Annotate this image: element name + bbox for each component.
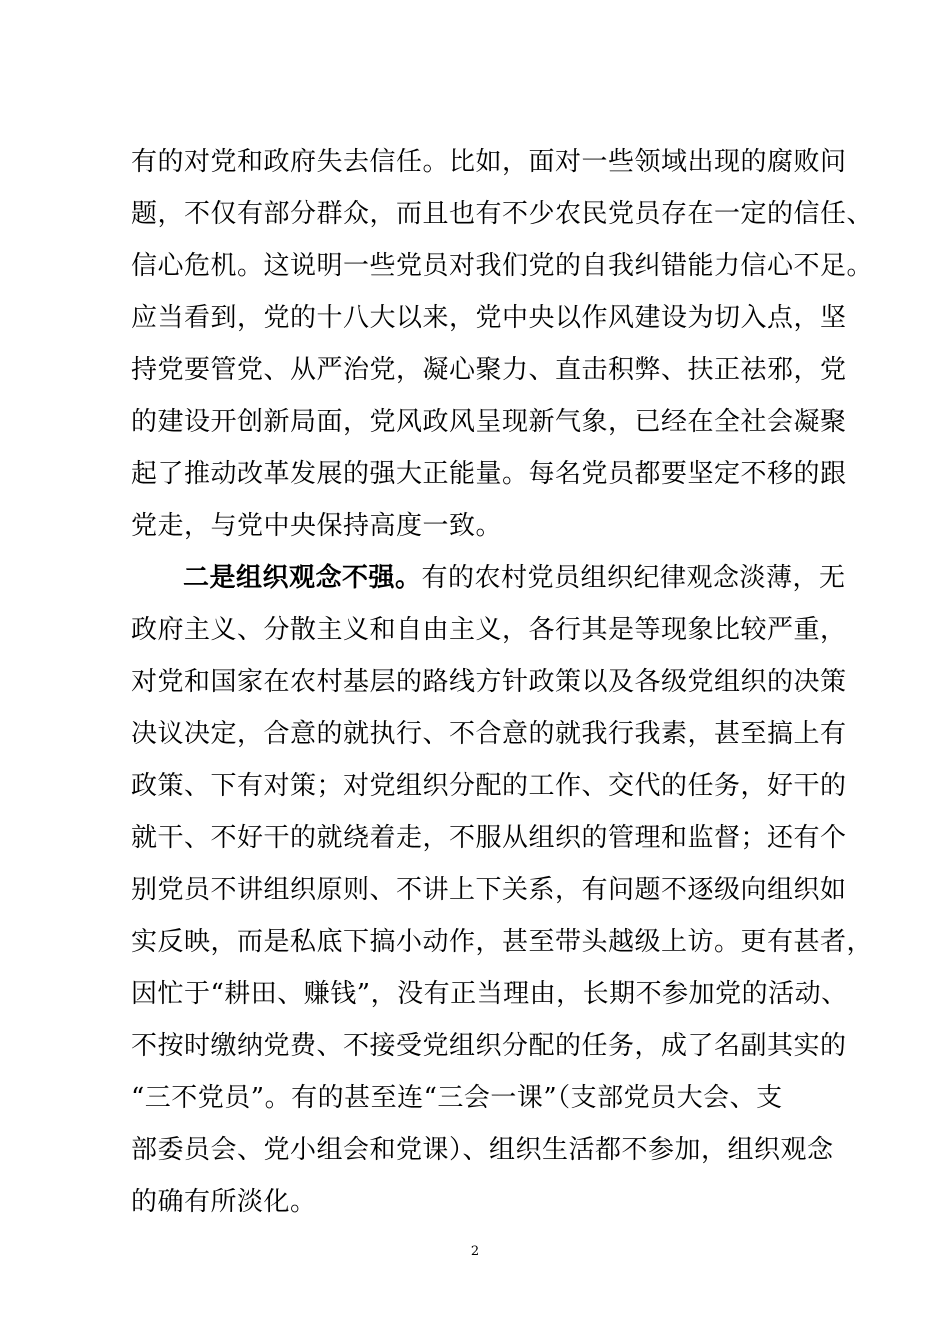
body-text-line: 党走，与党中央保持高度一致。 [131,511,503,541]
body-text-line: 起了推动改革发展的强大正能量。每名党员都要坚定不移的跟 [131,459,847,489]
body-text-line: “三不党员”。有的甚至连“三会一课”（支部党员大会、支 [131,1083,783,1113]
body-text-line: 实反映，而是私底下搞小动作，甚至带头越级上访。更有甚者， [131,927,874,957]
body-text-line: 对党和国家在农村基层的路线方针政策以及各级党组织的决策 [131,667,847,697]
section-heading-line [183,563,846,593]
body-text-line: 别党员不讲组织原则、不讲上下关系，有问题不逐级向组织如 [131,875,847,905]
body-text-line: 有的对党和政府失去信任。比如，面对一些领域出现的腐败问 [131,147,847,177]
body-text-line: 题，不仅有部分群众，而且也有不少农民党员存在一定的信任、 [131,199,874,229]
body-text-line: 应当看到，党的十八大以来，党中央以作风建设为切入点，坚 [131,303,847,333]
section-heading: 二是组织观念不强。 [183,563,422,593]
body-text-line: 的建设开创新局面，党风政风呈现新气象，已经在全社会凝聚 [131,407,847,437]
body-text-line: 因忙于“耕田、赚钱”，没有正当理由，长期不参加党的活动、 [131,979,848,1009]
body-text-line: 就干、不好干的就绕着走，不服从组织的管理和监督；还有个 [131,823,847,853]
body-text-line: 政府主义、分散主义和自由主义，各行其是等现象比较严重， [131,615,847,645]
body-text-line: 的确有所淡化。 [131,1187,317,1217]
body-text-line: 信心危机。这说明一些党员对我们党的自我纠错能力信心不足。 [131,251,874,281]
body-text-line: 持党要管党、从严治党，凝心聚力、直击积弊、扶正祛邪，党 [131,355,847,385]
page-number: 2 [470,1244,480,1259]
body-text-line: 政策、下有对策；对党组织分配的工作、交代的任务，好干的 [131,771,847,801]
body-text-run: 有的农村党员组织纪律观念淡薄，无 [421,563,846,593]
body-text-line: 部委员会、党小组会和党课）、组织生活都不参加，组织观念 [131,1135,834,1165]
body-text-line: 决议决定，合意的就执行、不合意的就我行我素，甚至搞上有 [131,719,847,749]
body-text-line: 不按时缴纳党费、不接受党组织分配的任务，成了名副其实的 [131,1031,847,1061]
